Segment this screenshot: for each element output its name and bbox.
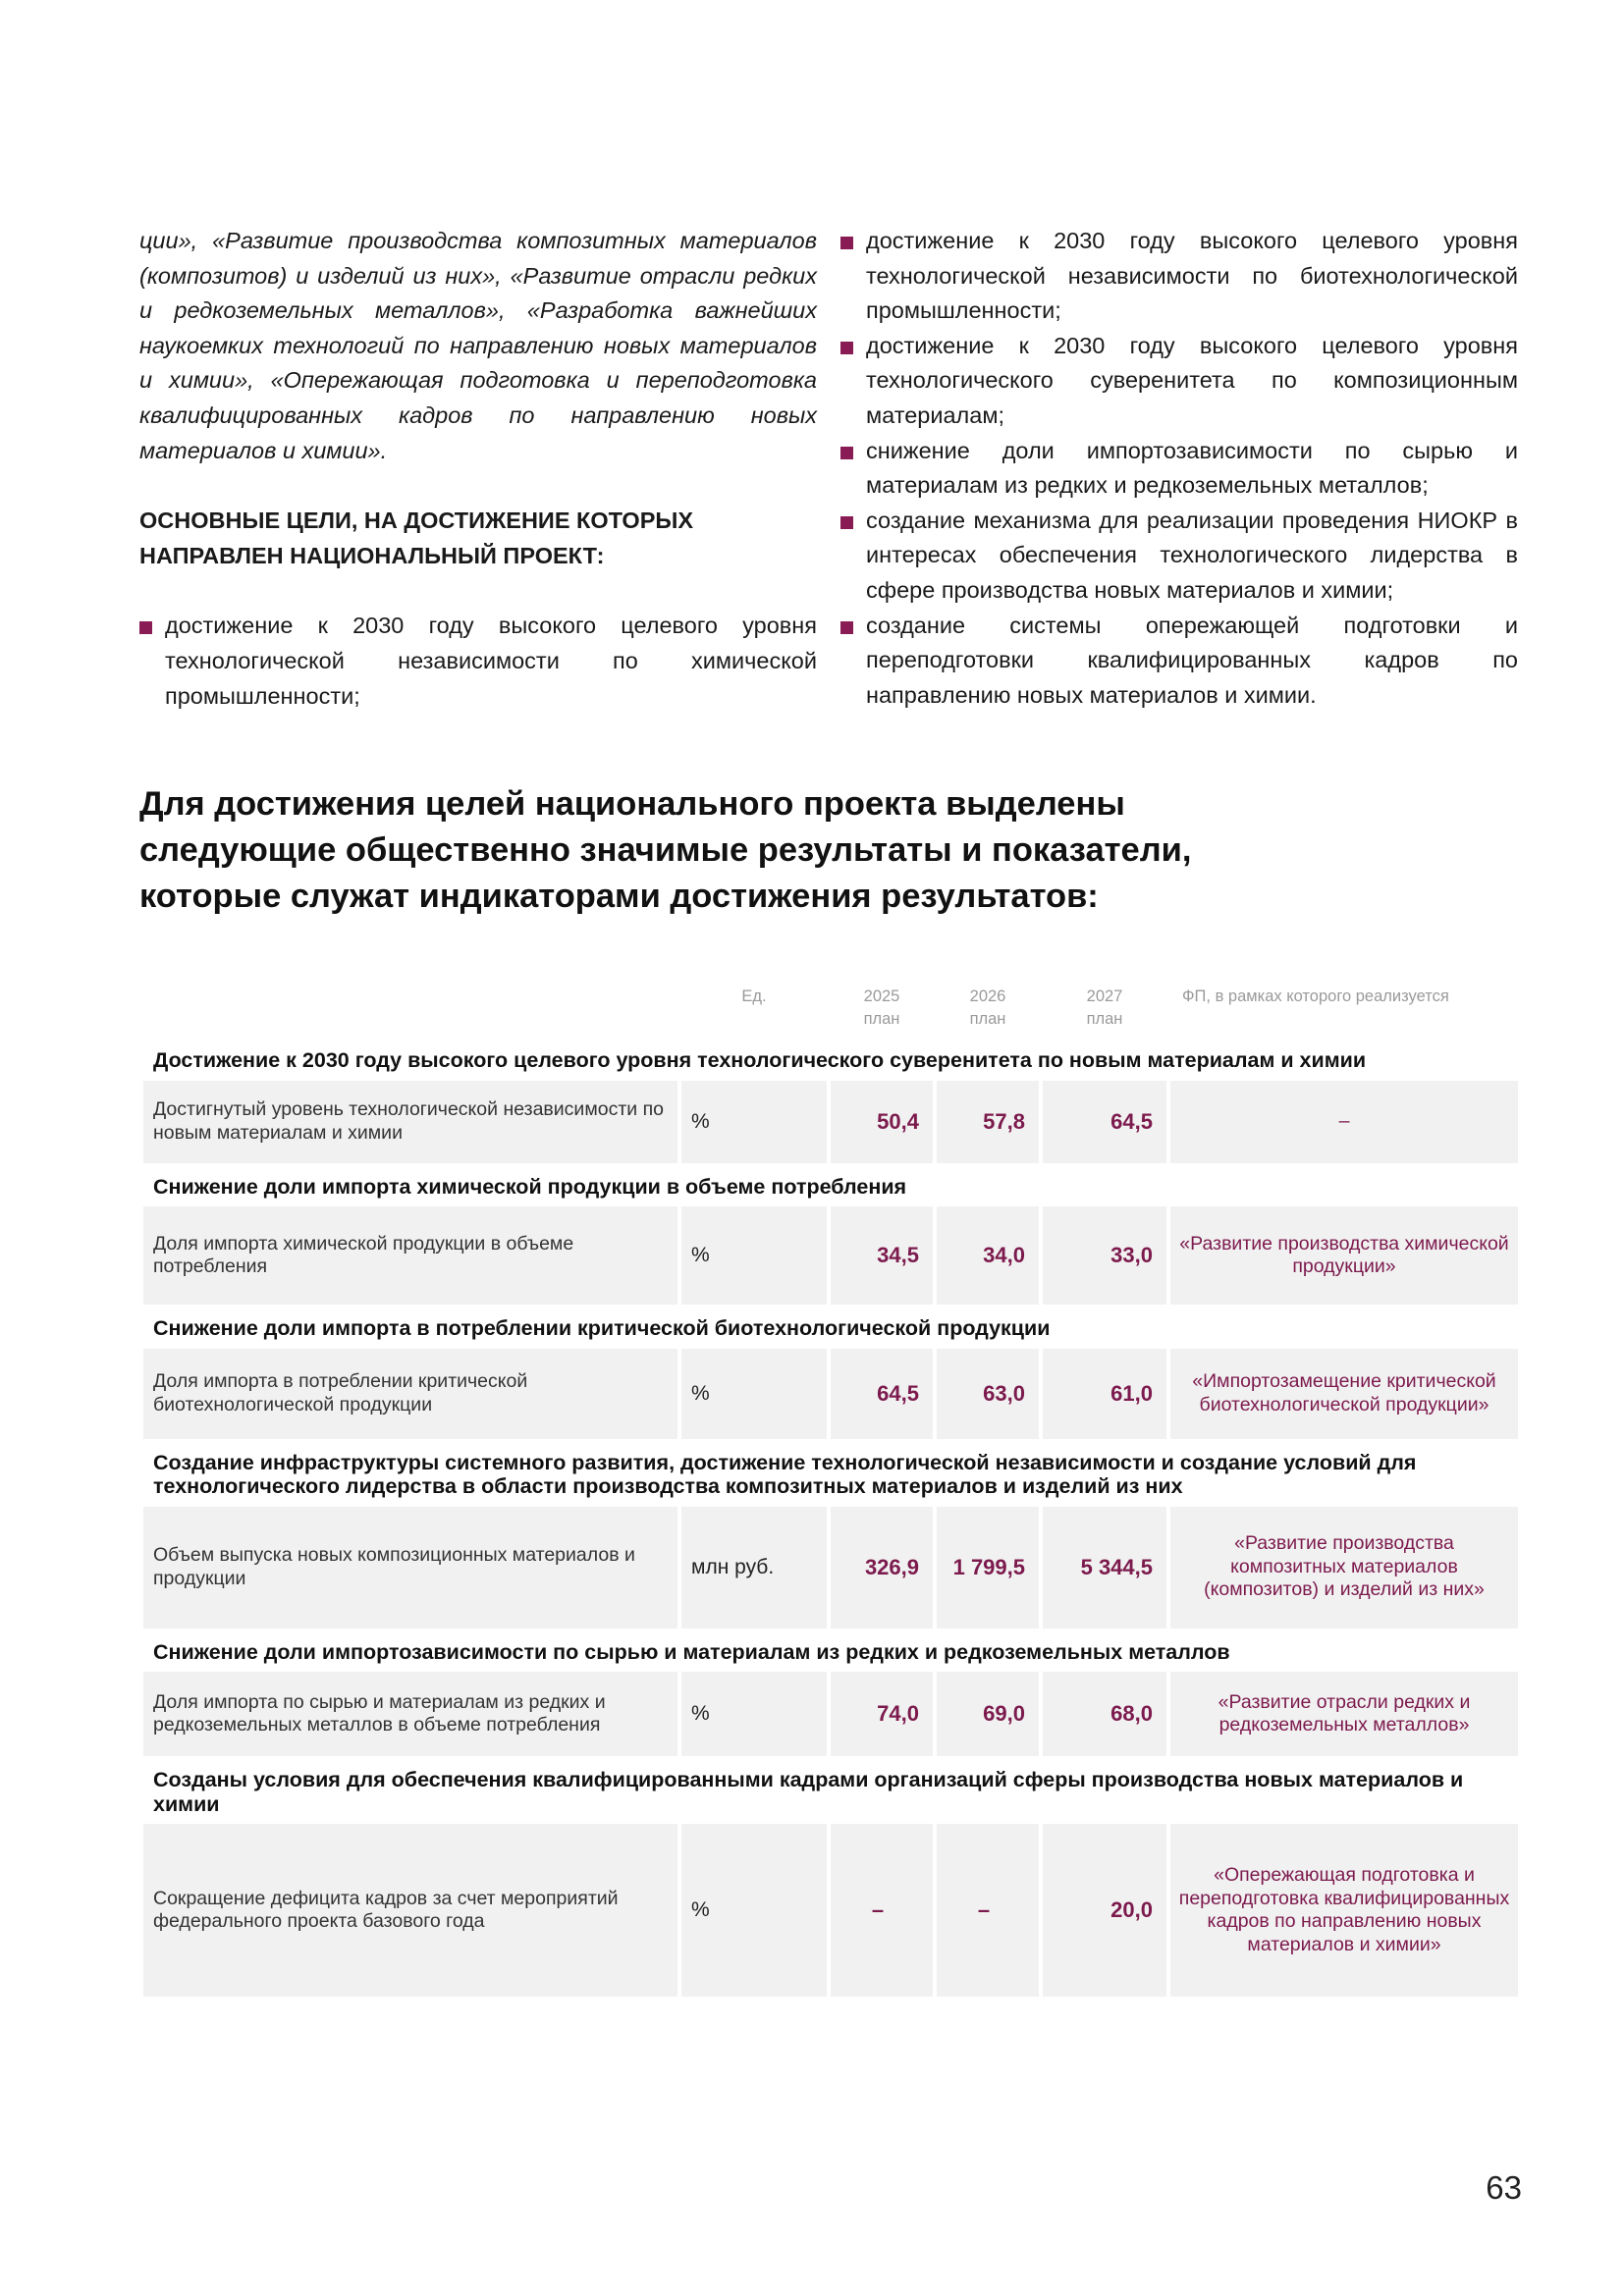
- value-2025: 64,5: [831, 1349, 933, 1439]
- section-title: [139, 781, 1416, 920]
- table-row: [143, 1206, 1518, 1305]
- value-2027: 33,0: [1043, 1206, 1166, 1305]
- indicators-table: [139, 982, 1522, 2001]
- value-2026: 34,0: [937, 1206, 1039, 1305]
- indicator-unit: %: [681, 1206, 827, 1305]
- header-year: 2025: [863, 988, 900, 1005]
- value-2026: –: [937, 1824, 1039, 1997]
- indicator-name: Сокращение дефицита кадров за счет мероприятий федерального проекта базового года: [143, 1824, 677, 1997]
- header-2027: [1043, 986, 1166, 1037]
- group-title: Снижение доли импортозависимости по сырью и материалам из редких и редкоземельных металлов: [143, 1632, 1518, 1669]
- header-plan: план: [1086, 1010, 1123, 1028]
- group-title-row: [143, 1308, 1518, 1345]
- federal-project: «Опережающая подготовка и переподготовка квалифицированных кадров по направлению новых материалов и химии»: [1170, 1824, 1518, 1997]
- indicator-name: Достигнутый уровень технологической независимости по новым материалам и химии: [143, 1081, 677, 1163]
- left-column: [139, 224, 817, 714]
- indicator-unit: млн руб.: [681, 1507, 827, 1629]
- value-2026: 63,0: [937, 1349, 1039, 1439]
- goal-item: достижение к 2030 году высокого целевого уровня технологической независимости по биотехнологической промышленности;: [840, 224, 1518, 329]
- goal-item: снижение доли импортозависимости по сырью и материалам из редких и редкоземельных металлов;: [840, 434, 1518, 504]
- header-plan: план: [969, 1010, 1006, 1028]
- indicator-unit: %: [681, 1672, 827, 1756]
- goals-heading-line-2: НАПРАВЛЕН НАЦИОНАЛЬНЫЙ ПРОЕКТ:: [139, 542, 605, 568]
- goals-list-right: [840, 224, 1518, 713]
- intro-paragraph: ции», «Развитие производства композитных материалов (композитов) и изделий из них», «Развитие отрасли редких и редкоземельных металлов», «Разработка важнейших наукоемких технологий по направлению новых материалов и химии», «Опережающая подготовка и переподготовка квалифицированных кадров по направлению новых материалов и химии».: [139, 228, 817, 463]
- table-row: [143, 1824, 1518, 1997]
- value-2027: 20,0: [1043, 1824, 1166, 1997]
- federal-project: «Развитие производства химической продукции»: [1170, 1206, 1518, 1305]
- value-2025: –: [831, 1824, 933, 1997]
- header-indicator: [143, 986, 677, 1037]
- indicator-unit: %: [681, 1824, 827, 1997]
- right-column: [840, 224, 1518, 713]
- table-row: [143, 1081, 1518, 1163]
- value-2027: 68,0: [1043, 1672, 1166, 1756]
- group-title: Снижение доли импорта в потреблении критической биотехнологической продукции: [143, 1308, 1518, 1345]
- value-2025: 50,4: [831, 1081, 933, 1163]
- value-2025: 34,5: [831, 1206, 933, 1305]
- goals-heading-line-1: ОСНОВНЫЕ ЦЕЛИ, НА ДОСТИЖЕНИЕ КОТОРЫХ: [139, 507, 694, 534]
- indicator-name: Доля импорта по сырью и материалам из редких и редкоземельных металлов в объеме потребления: [143, 1672, 677, 1756]
- group-title: Создание инфраструктуры системного развития, достижение технологической независимости и создание условий для технологического лидерства в области производства композитных материалов и изделий из них: [143, 1443, 1518, 1503]
- goals-heading: [139, 504, 817, 573]
- group-title-row: [143, 1760, 1518, 1820]
- group-title-row: [143, 1041, 1518, 1077]
- header-year: 2027: [1086, 988, 1123, 1005]
- value-2026: 1 799,5: [937, 1507, 1039, 1629]
- header-fp: ФП, в рамках которого реализуется: [1182, 988, 1449, 1005]
- value-2027: 64,5: [1043, 1081, 1166, 1163]
- federal-project: «Развитие производства композитных материалов (композитов) и изделий из них»: [1170, 1507, 1518, 1629]
- section-title-line-2: следующие общественно значимые результаты и показатели,: [139, 831, 1192, 869]
- table-row: [143, 1507, 1518, 1629]
- header-unit: Ед.: [741, 988, 767, 1005]
- section-title-line-1: Для достижения целей национального проекта выделены: [139, 785, 1125, 823]
- value-2025: 326,9: [831, 1507, 933, 1629]
- federal-project: «Импортозамещение критической биотехнологической продукции»: [1170, 1349, 1518, 1439]
- goal-item: достижение к 2030 году высокого целевого уровня технологического суверенитета по композиционным материалам;: [840, 329, 1518, 434]
- table-row: [143, 1672, 1518, 1756]
- group-title-row: [143, 1632, 1518, 1669]
- group-title: Достижение к 2030 году высокого целевого уровня технологического суверенитета по новым материалам и химии: [143, 1041, 1518, 1077]
- goal-item: достижение к 2030 году высокого целевого уровня технологической независимости по химической промышленности;: [139, 609, 817, 714]
- page-number: 63: [1486, 2169, 1522, 2206]
- value-2026: 57,8: [937, 1081, 1039, 1163]
- indicator-name: Доля импорта химической продукции в объеме потребления: [143, 1206, 677, 1305]
- indicator-name: Доля импорта в потреблении критической биотехнологической продукции: [143, 1349, 677, 1439]
- header-2026: [937, 986, 1039, 1037]
- table-header-row: [143, 986, 1518, 1037]
- section-title-line-3: которые служат индикаторами достижения результатов:: [139, 878, 1099, 915]
- federal-project: –: [1170, 1081, 1518, 1163]
- goal-item: создание механизма для реализации проведения НИОКР в интересах обеспечения технологического лидерства в сфере производства новых материалов и химии;: [840, 504, 1518, 609]
- header-plan: план: [863, 1010, 900, 1028]
- value-2027: 61,0: [1043, 1349, 1166, 1439]
- goals-list-left: [139, 609, 817, 714]
- group-title: Созданы условия для обеспечения квалифицированными кадрами организаций сферы производства новых материалов и химии: [143, 1760, 1518, 1820]
- group-title-row: [143, 1167, 1518, 1203]
- federal-project: «Развитие отрасли редких и редкоземельных металлов»: [1170, 1672, 1518, 1756]
- header-year: 2026: [969, 988, 1006, 1005]
- value-2026: 69,0: [937, 1672, 1039, 1756]
- header-2025: [831, 986, 933, 1037]
- value-2025: 74,0: [831, 1672, 933, 1756]
- goal-item: создание системы опережающей подготовки и переподготовки квалифицированных кадров по направлению новых материалов и химии.: [840, 609, 1518, 714]
- group-title: Снижение доли импорта химической продукции в объеме потребления: [143, 1167, 1518, 1203]
- table-row: [143, 1349, 1518, 1439]
- indicator-unit: %: [681, 1081, 827, 1163]
- value-2027: 5 344,5: [1043, 1507, 1166, 1629]
- indicator-name: Объем выпуска новых композиционных материалов и продукции: [143, 1507, 677, 1629]
- indicator-unit: %: [681, 1349, 827, 1439]
- group-title-row: [143, 1443, 1518, 1503]
